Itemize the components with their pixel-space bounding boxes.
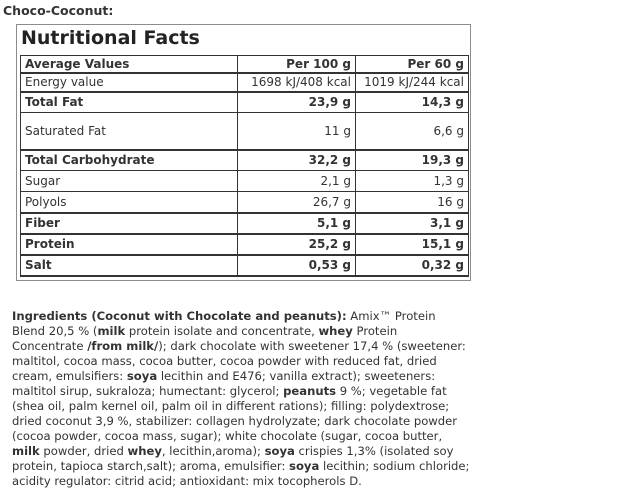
ingredients-segment: Amix™ Protein Blend 20,5 % ( <box>12 309 436 338</box>
row-label: Total Carbohydrate <box>21 150 238 171</box>
table-row-total-fat <box>21 92 469 113</box>
row-per-60g: 15,1 g <box>356 234 469 255</box>
row-label: Saturated Fat <box>21 113 238 150</box>
ingredients-bold-segment: whey <box>127 444 162 458</box>
row-per-60g: 1,3 g <box>356 171 469 192</box>
row-per-60g: 6,6 g <box>356 113 469 150</box>
ingredients-bold-segment: Ingredients (Coconut with Chocolate and peanuts): <box>12 309 347 323</box>
nutrition-facts-heading: Nutritional Facts <box>21 27 200 49</box>
row-label: Polyols <box>21 192 238 213</box>
row-per-100g: 32,2 g <box>238 150 356 171</box>
table-row-saturated-fat <box>21 113 469 150</box>
table-header-row <box>21 56 469 73</box>
table-row-fiber <box>21 213 469 234</box>
nutrition-table <box>20 55 469 277</box>
table-row-energy <box>21 73 469 92</box>
row-per-100g: 1698 kJ/408 kcal <box>238 73 356 92</box>
row-per-100g: 26,7 g <box>238 192 356 213</box>
ingredients-segment: powder, dried <box>39 444 128 458</box>
row-per-60g: 16 g <box>356 192 469 213</box>
ingredients-bold-segment: soya <box>289 459 320 473</box>
product-title: Choco-Coconut: <box>3 3 114 18</box>
ingredients-bold-segment: peanuts <box>283 384 337 398</box>
ingredients-bold-segment: milk <box>12 444 40 458</box>
table-row-total-carbohydrate <box>21 150 469 171</box>
ingredients-bold-segment: milk <box>97 324 126 338</box>
row-per-100g: 0,53 g <box>238 255 356 276</box>
table-row-salt <box>21 255 469 276</box>
row-per-60g: 3,1 g <box>356 213 469 234</box>
ingredients-segment: ); dark chocolate with sweetener 17,4 % (sweetener: maltitol, cocoa mass, cocoa butter, cocoa powder with reduced fat, dried cream, emulsifiers: <box>12 339 466 383</box>
ingredients-segment: crispies 1,3% (isolated soy protein, tapioca starch,salt); aroma, emulsifier: <box>12 444 454 473</box>
row-per-100g: 11 g <box>238 113 356 150</box>
header-average-values: Average Values <box>21 56 238 73</box>
row-label: Protein <box>21 234 238 255</box>
row-per-100g: 25,2 g <box>238 234 356 255</box>
row-per-100g: 5,1 g <box>238 213 356 234</box>
table-row-polyols <box>21 192 469 213</box>
row-label: Salt <box>21 255 238 276</box>
row-label: Energy value <box>21 73 238 92</box>
row-per-60g: 19,3 g <box>356 150 469 171</box>
header-per-100g: Per 100 g <box>238 56 356 73</box>
ingredients-bold-segment: /from milk/ <box>87 339 159 353</box>
nutrition-facts-panel <box>16 24 471 281</box>
row-per-60g: 1019 kJ/244 kcal <box>356 73 469 92</box>
ingredients-segment: protein isolate and concentrate, <box>125 324 319 338</box>
row-per-60g: 0,32 g <box>356 255 469 276</box>
row-label: Fiber <box>21 213 238 234</box>
ingredients-text <box>12 309 472 489</box>
ingredients-bold-segment: soya <box>126 369 158 383</box>
ingredients-segment: , lecithin,aroma); <box>161 444 265 458</box>
row-per-100g: 2,1 g <box>238 171 356 192</box>
row-label: Total Fat <box>21 92 238 113</box>
ingredients-segment: Protein Concentrate <box>12 324 398 353</box>
row-per-100g: 23,9 g <box>238 92 356 113</box>
row-label: Sugar <box>21 171 238 192</box>
ingredients-segment: 9 %; vegetable fat (shea oil, palm kernel oil, palm oil in different rations); filling: polydextrose; dried coconut 3,9 %, stabilizer: collagen hydrolyzate; dark chocolate powder (cocoa powder, cocoa mass, sugar); white chocolate (sugar, cocoa butter, <box>12 384 458 443</box>
ingredients-segment: lecithin; sodium chloride; acidity regulator: citrid acid; antioxidant: mix tocopherols D. <box>12 459 470 488</box>
ingredients-bold-segment: whey <box>318 324 353 338</box>
table-row-protein <box>21 234 469 255</box>
ingredients-bold-segment: soya <box>264 444 295 458</box>
header-per-60g: Per 60 g <box>356 56 469 73</box>
ingredients-segment: lecithin and E476; vanilla extract); sweeteners: maltitol sirup, sukraloza; humectant: glycerol; <box>12 369 436 398</box>
table-row-sugar <box>21 171 469 192</box>
row-per-60g: 14,3 g <box>356 92 469 113</box>
